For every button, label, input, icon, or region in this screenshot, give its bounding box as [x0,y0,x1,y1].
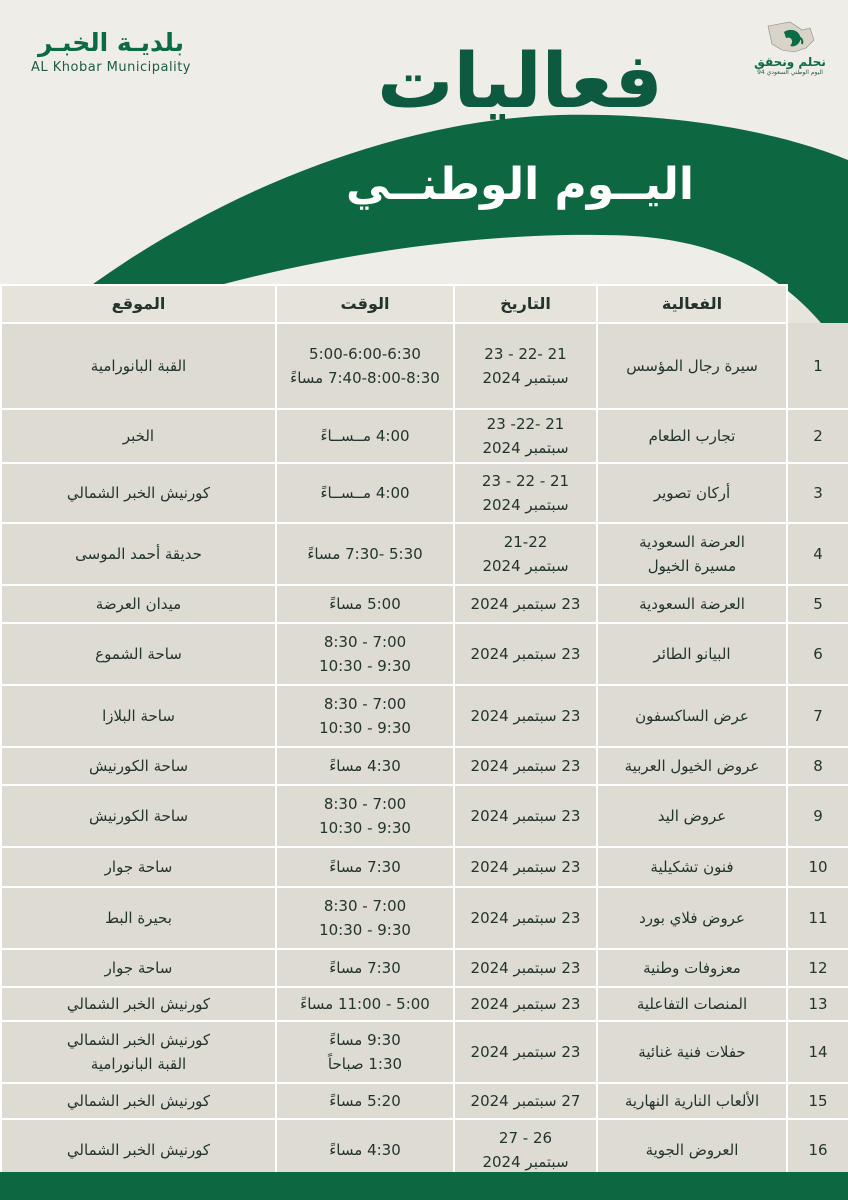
cell-event [597,409,787,463]
cell-event [597,987,787,1021]
date-line: 23 سبتمبر 2024 [470,595,581,613]
cell-date [454,1021,597,1083]
table-row [1,887,848,949]
event-line: العروض الجوية [645,1141,739,1159]
cell-time [276,785,454,847]
date-line: 21 - 22 - 23 [481,472,570,490]
row-number: 5 [787,585,848,623]
date-line: 23 سبتمبر 2024 [470,995,581,1013]
date-line: 27 سبتمبر 2024 [470,1092,581,1110]
date-line: 23 سبتمبر 2024 [470,1043,581,1061]
event-line: مسيرة الخيول [647,557,737,575]
cell-location [1,987,276,1021]
cell-location [1,1083,276,1119]
header-location: الموقع [1,285,276,323]
municipality-name-ar: بلديـة الخبـر [37,28,185,57]
event-line: عروض اليد [657,807,727,825]
date-line: سبتمبر 2024 [482,1153,569,1171]
event-line: تجارب الطعام [648,427,736,445]
cell-time [276,323,454,409]
date-line: 23 سبتمبر 2024 [470,707,581,725]
event-line: العرضة السعودية [639,595,745,613]
location-line: كورنيش الخبر الشمالي [66,995,211,1013]
table-body [1,323,848,1181]
location-line: ساحة الكورنيش [88,757,189,775]
event-line: سيرة رجال المؤسس [626,357,758,375]
location-line: القبة البانورامية [90,1055,187,1073]
cell-location [1,409,276,463]
event-line: العرضة السعودية [639,533,745,551]
date-line: 21 -22- 23 [486,415,565,433]
cell-date [454,685,597,747]
time-line: 7:00 - 8:30 [323,795,407,813]
table-row [1,949,848,987]
table-row [1,1083,848,1119]
time-line: 5:00 - 11:00 مساءً [300,995,430,1013]
table-row [1,785,848,847]
event-line: الألعاب النارية النهارية [624,1092,760,1110]
cell-location [1,463,276,523]
events-schedule-table [0,284,848,1182]
table-header-row [1,285,848,323]
location-line: كورنيش الخبر الشمالي [66,1141,211,1159]
row-number: 15 [787,1083,848,1119]
location-line: القبة البانورامية [90,357,187,375]
row-number: 13 [787,987,848,1021]
table-row [1,463,848,523]
cell-event [597,747,787,785]
row-number: 16 [787,1119,848,1181]
location-line: ساحة جوار [104,858,173,876]
time-line: 7:00 - 8:30 [323,633,407,651]
cell-event [597,887,787,949]
cell-event [597,323,787,409]
location-line: الخبر [122,427,155,445]
row-number: 14 [787,1021,848,1083]
cell-time [276,1021,454,1083]
date-line: سبتمبر 2024 [482,369,569,387]
cell-location [1,847,276,887]
location-line: حديقة أحمد الموسى [75,545,202,563]
cell-date [454,1083,597,1119]
time-line: 9:30 - 10:30 [319,921,411,939]
cell-date [454,747,597,785]
event-line: المنصات التفاعلية [636,995,748,1013]
cell-event [597,785,787,847]
cell-event [597,463,787,523]
cell-time [276,463,454,523]
event-line: البيانو الطائر [653,645,731,663]
row-number: 2 [787,409,848,463]
table-row [1,323,848,409]
cell-location [1,785,276,847]
cell-event [597,1083,787,1119]
event-line: عروض فلاي بورد [639,909,745,927]
date-line: 23 سبتمبر 2024 [470,959,581,977]
municipality-logo [26,28,196,75]
row-number: 9 [787,785,848,847]
date-line: 23 سبتمبر 2024 [470,858,581,876]
time-line: 9:30 مساءً [329,1031,401,1049]
event-line: عروض الخيول العربية [624,757,760,775]
page-title: فعاليات [377,36,663,125]
table-row [1,1021,848,1083]
event-line: عرض الساكسفون [635,707,749,725]
event-line: فنون تشكيلية [650,858,734,876]
table-row [1,747,848,785]
time-line: 7:30 مساءً [329,959,401,977]
cell-date [454,623,597,685]
time-line: 5:30 -7:30 مساءً [307,545,423,563]
time-line: 9:30 - 10:30 [319,719,411,737]
cell-location [1,747,276,785]
event-line: أركان تصوير [653,484,731,502]
cell-location [1,585,276,623]
header-event: الفعالية [597,285,787,323]
cell-location [1,623,276,685]
page-subtitle: اليــوم الوطنــي [346,159,694,210]
cell-time [276,887,454,949]
time-line: 5:20 مساءً [329,1092,401,1110]
cell-date [454,585,597,623]
municipality-name-en: AL Khobar Municipality [31,60,191,75]
national-day-emblem-icon [760,18,820,58]
time-line: 4:30 مساءً [329,1141,401,1159]
cell-time [276,685,454,747]
location-line: ساحة الكورنيش [88,807,189,825]
cell-time [276,949,454,987]
date-line: سبتمبر 2024 [482,557,569,575]
event-line: حفلات فنية غنائية [638,1043,746,1061]
cell-location [1,685,276,747]
date-line: سبتمبر 2024 [482,439,569,457]
header-date: التاريخ [454,285,597,323]
cell-date [454,409,597,463]
bottom-bar [0,1172,848,1200]
row-number: 4 [787,523,848,585]
location-line: ساحة الشموع [95,645,182,663]
row-number: 11 [787,887,848,949]
row-number: 6 [787,623,848,685]
event-line: معزوفات وطنية [643,959,741,977]
time-line: 9:30 - 10:30 [319,819,411,837]
time-line: 4:00 مــســاءً [320,484,410,502]
date-line: 23 سبتمبر 2024 [470,757,581,775]
location-line: ميدان العرضة [95,595,182,613]
cell-time [276,585,454,623]
cell-date [454,463,597,523]
date-line: 23 سبتمبر 2024 [470,807,581,825]
date-line: 23 سبتمبر 2024 [470,645,581,663]
cell-time [276,847,454,887]
location-line: كورنيش الخبر الشمالي [66,1031,211,1049]
cell-date [454,785,597,847]
cell-date [454,949,597,987]
row-number: 12 [787,949,848,987]
cell-event [597,1021,787,1083]
cell-time [276,523,454,585]
cell-event [597,523,787,585]
cell-time [276,623,454,685]
cell-event [597,585,787,623]
row-number: 10 [787,847,848,887]
logo-slogan: نحلم ونحقق [754,55,826,69]
date-line: 23 سبتمبر 2024 [470,909,581,927]
row-number: 7 [787,685,848,747]
date-line: 21 -22 - 23 [484,345,567,363]
location-line: ساحة البلازا [102,707,175,725]
cell-location [1,523,276,585]
cell-time [276,987,454,1021]
time-line: 9:30 - 10:30 [319,657,411,675]
table-row [1,685,848,747]
date-line: 21-22 [503,533,548,551]
time-line: 4:30 مساءً [329,757,401,775]
table-row [1,847,848,887]
cell-location [1,323,276,409]
cell-event [597,623,787,685]
table-row [1,987,848,1021]
header-time: الوقت [276,285,454,323]
time-line: 7:00 - 8:30 [323,897,407,915]
cell-time [276,409,454,463]
table-row [1,409,848,463]
time-line: 5:00 مساءً [329,595,401,613]
location-line: ساحة جوار [104,959,173,977]
table-row [1,585,848,623]
row-number: 1 [787,323,848,409]
cell-event [597,847,787,887]
cell-location [1,949,276,987]
row-number: 3 [787,463,848,523]
date-line: 26 - 27 [498,1129,553,1147]
location-line: كورنيش الخبر الشمالي [66,1092,211,1110]
time-line: 7:30 مساءً [329,858,401,876]
header-number [787,285,848,323]
cell-date [454,323,597,409]
cell-date [454,847,597,887]
date-line: سبتمبر 2024 [482,496,569,514]
row-number: 8 [787,747,848,785]
national-day-logo [745,18,835,88]
logo-subtitle: اليوم الوطني السعودي 94 [757,69,823,76]
cell-time [276,747,454,785]
time-line: 4:00 مــســاءً [320,427,410,445]
time-line: 7:00 - 8:30 [323,695,407,713]
cell-date [454,887,597,949]
table-row [1,623,848,685]
cell-date [454,523,597,585]
time-line: 1:30 صباحاً [327,1055,403,1073]
location-line: بحيرة البط [105,909,172,927]
cell-date [454,987,597,1021]
cell-event [597,949,787,987]
time-line: 7:40-8:00-8:30 مساءً [290,369,440,387]
table-row [1,523,848,585]
cell-location [1,1021,276,1083]
cell-location [1,887,276,949]
time-line: 5:00-6:00-6:30 [309,345,421,363]
cell-time [276,1083,454,1119]
location-line: كورنيش الخبر الشمالي [66,484,211,502]
cell-event [597,685,787,747]
